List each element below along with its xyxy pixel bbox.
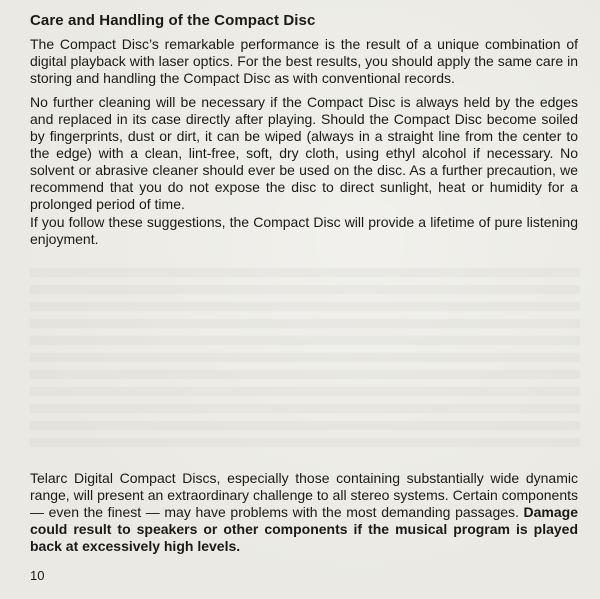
page-number: 10 bbox=[30, 568, 45, 583]
show-through-texture bbox=[30, 268, 580, 448]
warning-text: Telarc Digital Compact Discs, especially those containing substantially wide dynamic range, will present an extraordinary challenge to all stereo systems. Certain components — even the finest — may have problems with the most demanding passages. bbox=[30, 470, 578, 520]
paragraph-intro: The Compact Disc’s remarkable performance is the result of a unique combination of digital playback with laser optics. For the best results, you should apply the same care in storing and handling the Compact Disc as with conventional records. bbox=[30, 36, 578, 86]
paragraph-cleaning: No further cleaning will be necessary if the Compact Disc is always held by the edges and replaced in its case directly after playing. Should the Compact Disc become soiled by fingerprints, dust or dirt, it can be wiped (always in a straight line from the center to the edge) with a clean, lint-free, soft, dry cloth, using ethyl alcohol if necessary. No solvent or abrasive cleaner should ever be used on the disc. As a further precaution, we recommend that you do not expose the disc to direct sunlight, heat or humidity for a prolonged period of time. bbox=[30, 94, 578, 212]
paragraph-conclusion: If you follow these suggestions, the Compact Disc will provide a lifetime of pure listening enjoyment. bbox=[30, 214, 578, 247]
paragraph-warning bbox=[30, 470, 578, 555]
warning-bold-text: Damage could result to speakers or other components if the musical program is played back at excessively high levels. bbox=[30, 504, 578, 554]
section-heading: Care and Handling of the Compact Disc bbox=[30, 12, 316, 29]
